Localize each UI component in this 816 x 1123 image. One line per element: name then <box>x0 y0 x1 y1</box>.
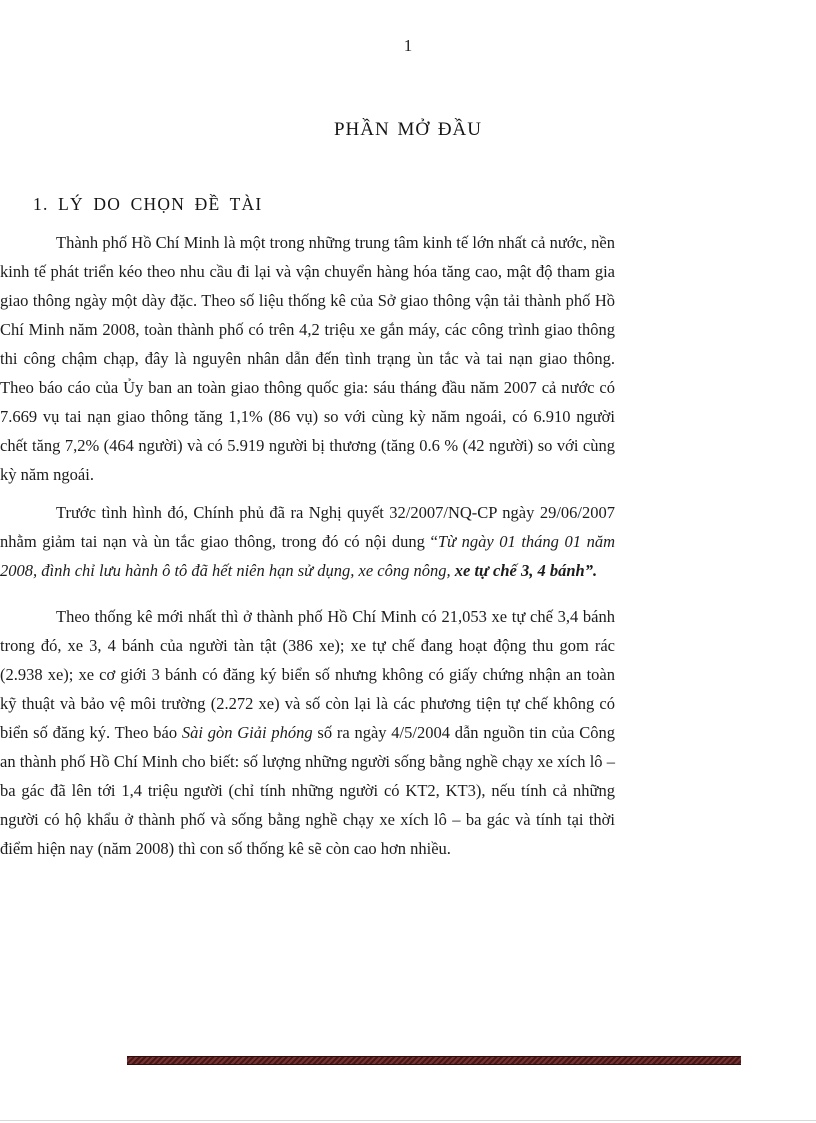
page-number: 1 <box>403 36 413 55</box>
section-heading: 1. LÝ DO CHỌN ĐỀ TÀI <box>33 194 263 214</box>
paragraph-run: Thành phố Hồ Chí Minh là một trong những trung tâm kinh tế lớn nhất cả nước, nền kinh tế phát triển kéo theo nhu cầu đi lại và vận chuyển hàng hóa tăng cao, mật độ tham gia giao thông ngày một dày đặc. Theo số liệu thống kê của Sở giao thông vận tải thành phố Hồ Chí Minh năm 2008, toàn thành phố có trên 4,2 triệu xe gắn máy, các công trình giao thông thi công chậm chạp, đây là nguyên nhân dẫn đến tình trạng ùn tắc và tai nạn giao thông. Theo báo cáo của Ủy ban an toàn giao thông quốc gia: sáu tháng đầu năm 2007 cả nước có 7.669 vụ tai nạn giao thông tăng 1,1% (86 vụ) so với cùng kỳ năm ngoái, có 6.910 người chết tăng 7,2% (464 người) và có 5.919 người bị thương (tăng 0.6 % (42 người) so với cùng kỳ năm ngoái. <box>0 233 615 484</box>
paragraph-run: Trước tình hình đó, Chính phủ đã ra Nghị quyết 32/2007/NQ-CP ngày 29/06/2007 nhằm giảm tai nạn và ùn tắc giao thông, trong đó có nội dung “ <box>0 503 615 551</box>
document-title: PHẦN MỞ ĐẦU <box>333 119 482 140</box>
footer-divider-bar <box>127 1056 741 1065</box>
paragraph-run: Theo thống kê mới nhất thì ở thành phố Hồ Chí Minh có 21,053 xe tự chế 3,4 bánh trong đó, xe 3, 4 bánh của người tàn tật (386 xe); xe tự chế đang hoạt động thu gom rác (2.938 xe); xe cơ giới 3 bánh có đăng ký biển số nhưng không có giấy chứng nhận an toàn kỹ thuật và bảo vệ môi trường (2.272 xe) và số còn lại là các phương tiện tự chế không có biển số đăng ký. Theo báo <box>0 607 615 742</box>
paragraph-intro <box>0 228 615 489</box>
paragraph-run-quote-bold-italic: xe tự chế 3, 4 bánh”. <box>454 561 598 580</box>
paragraph-decree <box>0 498 615 585</box>
paragraph-statistics <box>0 602 615 863</box>
paragraph-run-newspaper-italic: Sài gòn Giải phóng <box>181 723 313 742</box>
paragraph-run-quote-italic: Từ ngày 01 tháng 01 năm 2008, đình chỉ lưu hành ô tô đã hết niên hạn sử dụng, xe công nông, <box>0 532 616 580</box>
body-text <box>0 228 615 863</box>
page-bottom-edge <box>0 1120 816 1121</box>
paragraph-run: số ra ngày 4/5/2004 dẫn nguồn tin của Công an thành phố Hồ Chí Minh cho biết: số lượng những người sống bằng nghề chạy xe xích lô – ba gác đã lên tới 1,4 triệu người (chỉ tính những người có KT2, KT3), nếu tính cả những người có hộ khẩu ở thành phố và sống bằng nghề chạy xe xích lô – ba gác và tính tại thời điểm hiện nay (năm 2008) thì con số thống kê sẽ còn cao hơn nhiều. <box>0 723 615 858</box>
